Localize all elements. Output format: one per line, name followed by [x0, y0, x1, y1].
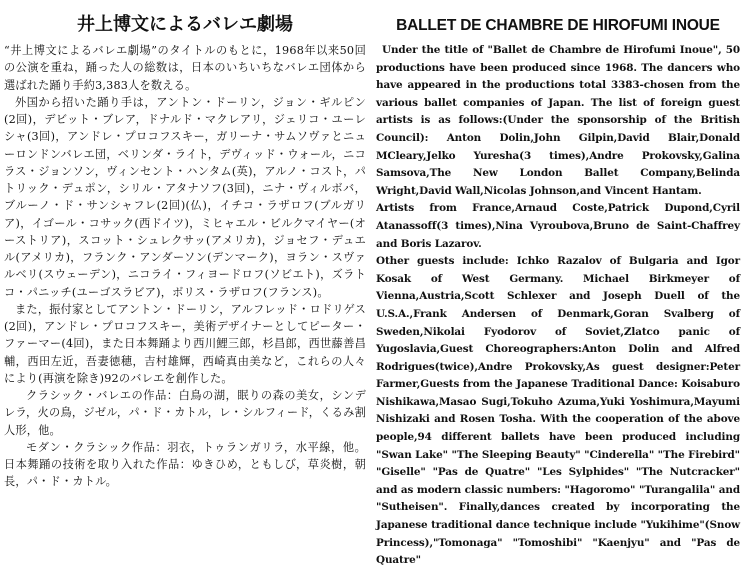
- english-title: BALLET DE CHAMBRE DE HIROFUMI INOUE: [396, 17, 720, 34]
- japanese-title: 井上博文によるバレエ劇場: [77, 14, 293, 35]
- english-paragraph-other-guests: Other guests include: Ichko Razalov of Bulgaria and Igor Kosak of West Germany. Michael Birkmeyer of Vienna,Austria,Scott Schlexer and Joseph Duell of the U.S.A.,Frank Andersen of Denmark,Goran Svalberg of Sweden,Nikolai Fyodorov of Soviet,Zlatco panic of Yugoslavia,Guest Choreographers:Anton Dolin and Alfred Rodrigues(twice),Andre Prokovsky,As guest designer:Peter Farmer,Guests from the Japanese Traditional Dance: Koisaburo Nishikawa,Masao Sugi,Tokuho Azuma,Yuki Yoshimura,Mayumi Nishizaki and Rosen Tosha. With the cooperation of the above people,94 different ballets have been produced including "Swan Lake" "The Sleeping Beauty" "Cinderella" "The Firebird" "Giselle" "Pas de Quatre" "Les Sylphides" "The Nutcracker" and as modern classic numbers: "Hagoromo" "Turangalila" and "Sutheisen". Finally,dances created by incorporating the Japanese traditional dance technique include "Yukihime"(Snow Princess),"Tomonaga" "Tomoshibi" "Kaenjyu" and "Pas de Quatre": [376, 255, 740, 567]
- japanese-paragraph-modern-works: モダン・クラシック作品：羽衣，トゥランガリラ，水平線，他。日本舞踊の技術を取り入れた作品：ゆきひめ，ともしび，草炎樹，朝長，パ・ド・カトル。: [4, 440, 366, 489]
- english-column: [376, 0, 740, 570]
- english-paragraph-intro: Under the title of "Ballet de Chambre de Hirofumi Inoue", 50 productions have been produced since 1968. The dancers who have appeared in the productions total 3383-chosen from the various ballet companies of Japan. The list of foreign guest artists is as follows:(Under the sponsorship of the British Council): Anton Dolin,John Gilpin,David Blair,Donald MCleary,Jelko Yuresha(3 times),Andre Prokovsky,Galina Samsova,The New London Ballet Company,Belinda Wright,David Wall,Nicolas Johnson,and Vincent Hantam.: [376, 44, 740, 197]
- japanese-paragraph-classic-works: クラシック・バレエの作品：白鳥の湖，眠りの森の美女，シンデレラ，火の鳥，ジゼル，パ・ド・カトル，レ・シルフィード，くるみ割人形，他。: [4, 389, 366, 437]
- japanese-paragraph-intro: “井上博文によるバレエ劇場”のタイトルのもとに，1968年以来50回の公演を重ね，踊った人の総数は，日本のいちいちなバレエ団体から選ばれた踊り手約3,383人を数える。: [4, 44, 366, 92]
- japanese-column: [4, 0, 366, 491]
- english-paragraph-france: Artists from France,Arnaud Coste,Patrick Dupond,Cyril Atanassoff(3 times),Nina Vyroubova,Bruno de Saint-Chaffrey and Boris Lazarov.: [376, 202, 740, 250]
- japanese-paragraph-choreographers: また，振付家としてアントン・ドーリン，アルフレッド・ロドリゲス(2回)，アンドレ・プロコフスキー，美術デザイナーとしてピーター・ファーマー(4回)，また日本舞踊より西川鯉三郎，杉昌郎，西世藤善昌輔，西田左近，吾妻徳穂，吉村雄輝，西崎真由美など，これらの人々により(再演を除き)92のバレエを創作した。: [4, 302, 366, 385]
- japanese-paragraph-foreign-dancers: 外国から招いた踊り手は，アントン・ドーリン，ジョン・ギルピン(2回)，デビット・ブレア，ドナルド・マクレアリ，ジェリコ・ユーレシャ(3回)，アンドレ・プロコフスキー，ガリーナ・サムソヴァとニューロンドンバレエ団，ベリンダ・ライト，デヴィッド・ウォール，ニコラス・ジョンソン，ヴィンセント・ハンタム(英)，アルノ・コスト，パトリック・デュポン，シリル・アタナソフ(3回)，ニナ・ヴィルボバ，ブルーノ・ド・サンシャフレ(2回)(仏)，イチコ・ラザロフ(ブルガリア)，イゴール・コサック(西ドイツ)，ミヒャエル・ビルクマイヤー(オーストリア)，スコット・シュレクサッ(アメリカ)，ジョセフ・デュエル(アメリカ)，フランク・アンダーソン(デンマーク)，ヨラン・スヴァルベリ(スウェーデン)，ニコライ・フィヨードロフ(ソビエト)，ズラトコ・パニッチ(ユーゴスラビア)，ボリス・ラザロフ(フランス)。: [4, 95, 366, 299]
